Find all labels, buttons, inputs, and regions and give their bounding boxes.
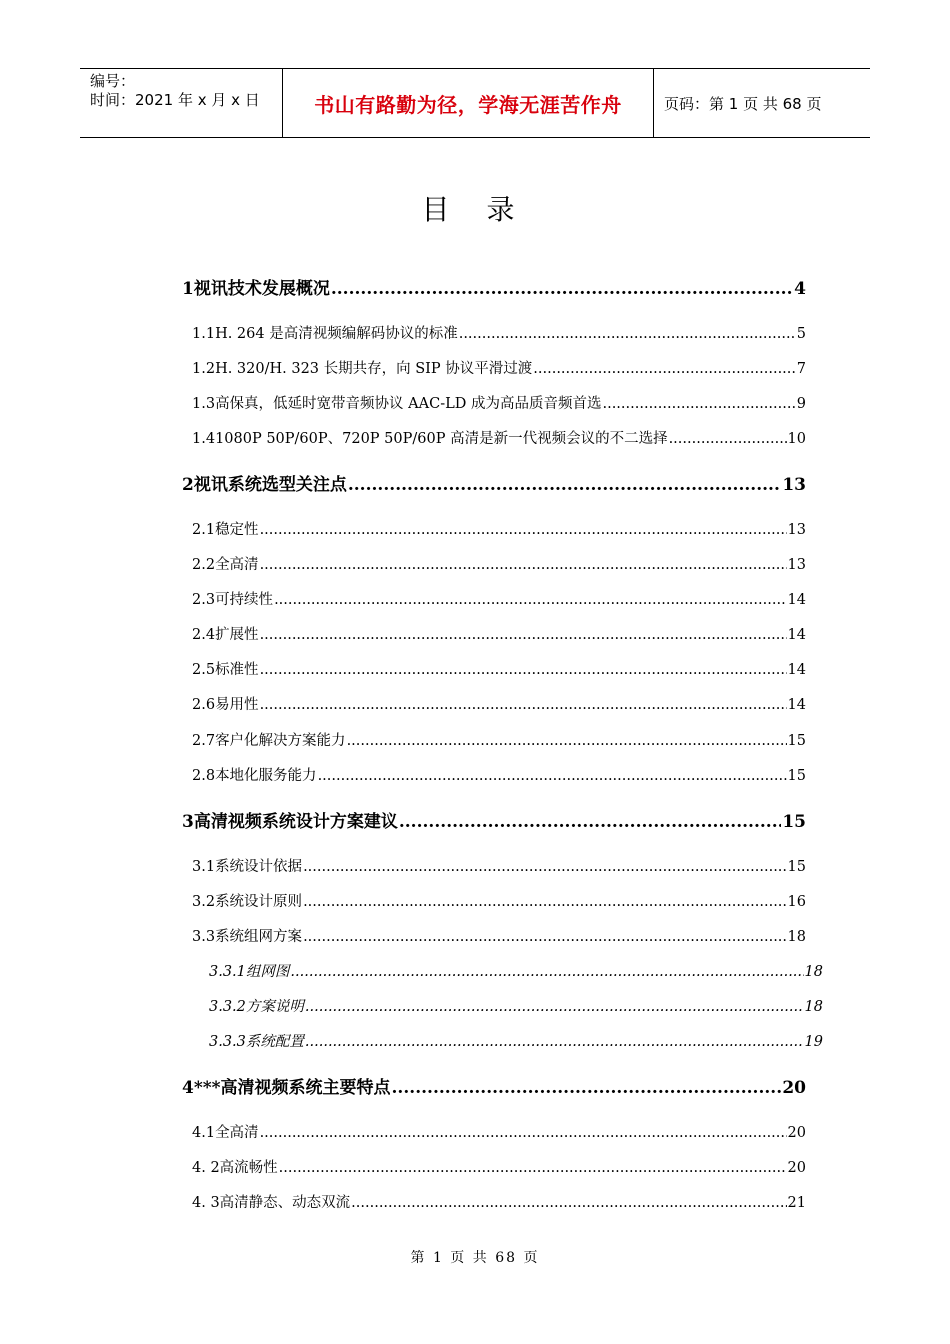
toc-entry-title: 方案说明: [245, 999, 304, 1015]
toc-entry-number: 2.8: [192, 768, 216, 784]
toc-entry-number: 4.1: [192, 1125, 216, 1141]
toc-entry-page: 4: [794, 279, 806, 299]
toc-entry-number: 3.1: [192, 859, 216, 875]
toc-entry-number: 1.4: [192, 431, 216, 447]
toc-leader-dots: [347, 733, 787, 749]
toc-entry-title: 易用性: [215, 697, 259, 713]
toc-leader-dots: [303, 894, 786, 910]
toc-leader-dots: [260, 697, 787, 713]
toc-entry-title: 视讯技术发展概况: [193, 279, 330, 299]
toc-entry[interactable]: [192, 890, 806, 911]
toc-entry-title: 系统配置: [245, 1034, 304, 1050]
toc-leader-dots: [348, 475, 781, 495]
toc-entry-title: 1080P 50P/60P、720P 50P/60P 高清是新一代视频会议的不二选择: [215, 431, 668, 447]
toc-leader-dots: [669, 431, 787, 447]
toc-entry-page: 13: [782, 475, 806, 495]
toc-leader-dots: [305, 1034, 804, 1050]
toc-leader-dots: [260, 627, 787, 643]
toc-entry-page: 20: [787, 1160, 806, 1176]
toc-chapter[interactable]: [182, 274, 806, 299]
toc-entry[interactable]: [192, 1191, 806, 1212]
toc-leader-dots: [290, 964, 803, 980]
toc-entry-title: 全高清: [215, 1125, 259, 1141]
toc-entry[interactable]: [192, 623, 806, 644]
toc-entry-page: 15: [782, 812, 806, 832]
toc-entry-number: 2.6: [192, 697, 216, 713]
toc-entry[interactable]: [192, 658, 806, 679]
toc-entry[interactable]: [192, 553, 806, 574]
header-motto: 书山有路勤为径，学海无涯苦作舟: [314, 92, 622, 117]
header-page-cell: [654, 69, 870, 137]
toc-entry[interactable]: [192, 427, 806, 448]
toc-entry-number: 1.3: [192, 396, 216, 412]
toc-entry-title: 组网图: [245, 964, 290, 980]
toc-entry-number: 4. 2: [192, 1160, 220, 1176]
toc-entry-number: 3.2: [192, 894, 216, 910]
toc-entry[interactable]: [192, 1156, 806, 1177]
toc-entry-page: 14: [787, 592, 806, 608]
toc-entry-number: 2.7: [192, 733, 216, 749]
toc-entry-page: 14: [787, 662, 806, 678]
toc-entry-title: H. 320/H. 323 长期共存，向 SIP 协议平滑过渡: [215, 361, 533, 377]
toc-entry-number: 4: [182, 1078, 194, 1098]
toc-entry-page: 15: [787, 859, 806, 875]
toc-entry-title: 可持续性: [215, 592, 274, 608]
toc-leader-dots: [602, 396, 795, 412]
toc-leader-dots: [392, 1078, 782, 1098]
toc-entry-page: 18: [804, 964, 823, 980]
toc-entry-number: 3.3.2: [209, 999, 246, 1015]
toc-entry-title: 高清视频系统设计方案建议: [193, 812, 398, 832]
toc-entry-title: 系统设计依据: [215, 859, 303, 875]
toc-entry-number: 2.5: [192, 662, 216, 678]
toc-leader-dots: [274, 592, 786, 608]
toc-leader-dots: [303, 859, 786, 875]
toc-entry-page: 14: [787, 697, 806, 713]
toc-entry-title: 全高清: [215, 557, 259, 573]
toc-entry-page: 14: [787, 627, 806, 643]
toc-entry[interactable]: [192, 855, 806, 876]
toc-entry-number: 2.4: [192, 627, 216, 643]
toc-entry[interactable]: [192, 925, 806, 946]
toc-entry[interactable]: [192, 1121, 806, 1142]
toc-leader-dots: [351, 1195, 786, 1211]
toc-entry-title: 视讯系统选型关注点: [193, 475, 347, 495]
toc-entry[interactable]: [209, 960, 823, 981]
toc-entry-number: 3.3.1: [209, 964, 246, 980]
toc-entry-page: 21: [787, 1195, 806, 1211]
toc-leader-dots: [318, 768, 787, 784]
toc-entry-page: 10: [787, 431, 806, 447]
page-header: [80, 68, 870, 138]
toc-entry-number: 1.1: [192, 326, 216, 342]
toc-entry-number: 1.2: [192, 361, 216, 377]
toc-entry-title: 高清静态、动态双流: [219, 1195, 351, 1211]
toc-entry-number: 2.3: [192, 592, 216, 608]
toc-entry[interactable]: [192, 392, 806, 413]
page-title: 目 录: [421, 193, 529, 226]
toc-entry-title: 系统设计原则: [215, 894, 303, 910]
toc-entry-number: 3: [182, 812, 194, 832]
toc-entry-number: 2.1: [192, 522, 216, 538]
toc-entry-page: 15: [787, 768, 806, 784]
toc-entry-page: 13: [787, 522, 806, 538]
toc-entry-title: 本地化服务能力: [215, 768, 317, 784]
toc-entry[interactable]: [192, 764, 806, 785]
toc-leader-dots: [533, 361, 795, 377]
toc-leader-dots: [305, 999, 804, 1015]
toc-entry-title: 系统组网方案: [215, 929, 303, 945]
header-date-label: 时间：2021 年 x 月 x 日: [90, 91, 260, 109]
toc-entry-page: 18: [787, 929, 806, 945]
toc-entry-title: 客户化解决方案能力: [215, 733, 346, 749]
toc-entry-number: 4. 3: [192, 1195, 220, 1211]
toc-entry[interactable]: [209, 995, 823, 1016]
toc-chapter[interactable]: [182, 1073, 806, 1098]
toc-leader-dots: [260, 662, 787, 678]
toc-entry-page: 16: [787, 894, 806, 910]
toc-leader-dots: [260, 557, 787, 573]
toc-leader-dots: [331, 279, 793, 299]
toc-entry-title: 标准性: [215, 662, 259, 678]
toc-entry-number: 2.2: [192, 557, 216, 573]
toc-entry[interactable]: [192, 588, 806, 609]
toc-leader-dots: [260, 522, 787, 538]
toc-entry-number: 3.3: [192, 929, 216, 945]
toc-leader-dots: [260, 1125, 787, 1141]
toc-entry[interactable]: [192, 322, 806, 343]
toc-entry-number: 1: [182, 279, 194, 299]
toc-entry-number: 2: [182, 475, 194, 495]
toc-chapter[interactable]: [182, 807, 806, 832]
page-footer: 第 1 页 共 68 页: [410, 1250, 540, 1266]
toc-entry-title: 高流畅性: [219, 1160, 278, 1176]
toc-entry-page: 15: [787, 733, 806, 749]
toc-entry-title: H. 264 是高清视频编解码协议的标准: [215, 326, 458, 342]
toc-entry[interactable]: [192, 357, 806, 378]
toc-entry[interactable]: [209, 1030, 823, 1051]
toc-leader-dots: [399, 812, 781, 832]
toc-entry-page: 9: [796, 396, 806, 412]
toc-entry-page: 5: [796, 326, 806, 342]
header-page-info: 页码：第 1 页 共 68 页: [664, 94, 822, 113]
toc-entry[interactable]: [192, 729, 806, 750]
toc-entry-title: 高保真，低延时宽带音频协议 AAC-LD 成为高品质音频首选: [215, 396, 602, 412]
toc-entry-page: 7: [796, 361, 806, 377]
header-number-label: 编号：: [90, 72, 136, 90]
toc-entry-title: ***高清视频系统主要特点: [193, 1078, 391, 1098]
toc-entry-page: 20: [787, 1125, 806, 1141]
header-left-cell: [80, 69, 282, 137]
toc-entry[interactable]: [192, 693, 806, 714]
toc-entry[interactable]: [192, 518, 806, 539]
toc-chapter[interactable]: [182, 470, 806, 495]
header-motto-cell: [282, 69, 654, 137]
toc-entry-number: 3.3.3: [209, 1034, 246, 1050]
toc-leader-dots: [459, 326, 796, 342]
toc-entry-page: 13: [787, 557, 806, 573]
toc-leader-dots: [303, 929, 786, 945]
toc-entry-title: 扩展性: [215, 627, 259, 643]
toc-entry-page: 19: [804, 1034, 823, 1050]
toc-leader-dots: [279, 1160, 787, 1176]
toc-entry-page: 18: [804, 999, 823, 1015]
toc-entry-title: 稳定性: [215, 522, 259, 538]
toc-entry-page: 20: [782, 1078, 806, 1098]
